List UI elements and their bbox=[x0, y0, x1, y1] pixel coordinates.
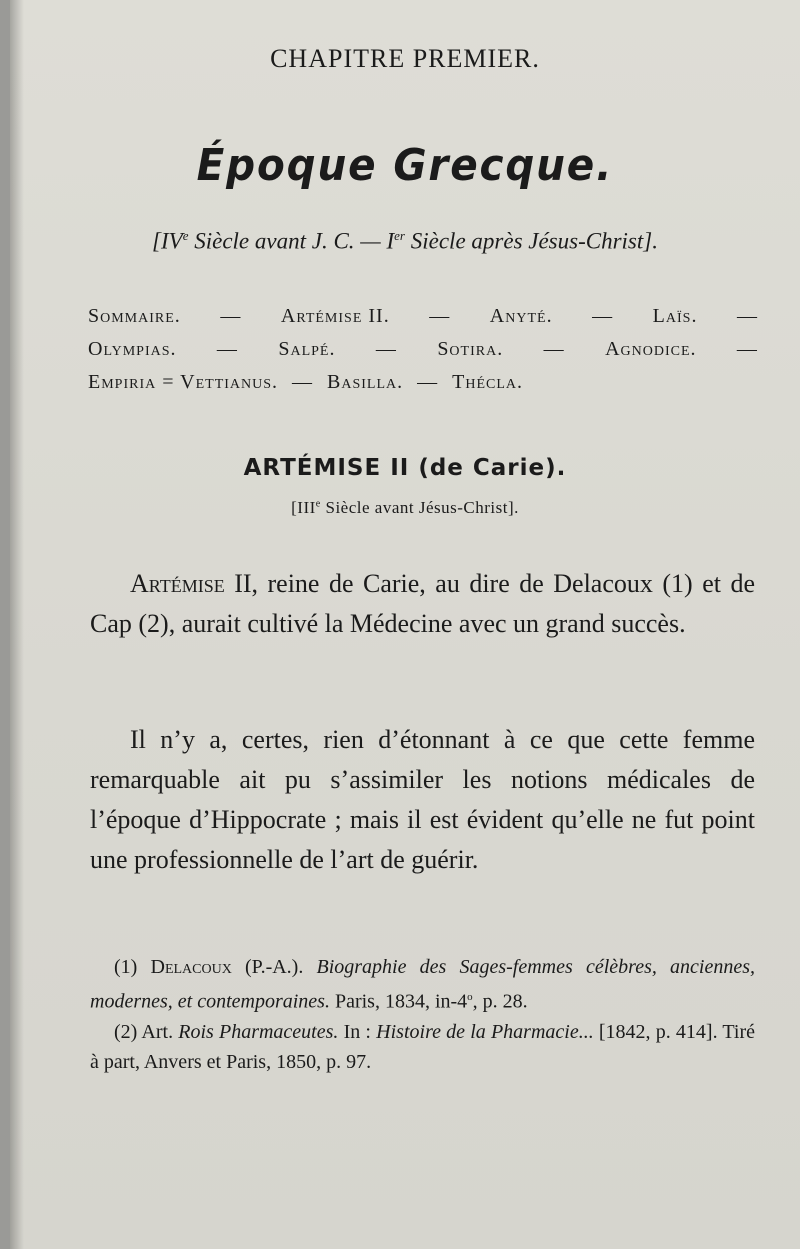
footnote-1-title: Biographie des Sages-femmes célèbres, anciennes, modernes, et contemporaines. bbox=[90, 956, 755, 1013]
summary-dash: — bbox=[737, 305, 758, 327]
summary-dash: — bbox=[216, 338, 238, 360]
footnote-1-number: (1) bbox=[114, 956, 151, 978]
footnotes bbox=[90, 952, 755, 1077]
paragraph-1 bbox=[90, 564, 755, 644]
footnote-2-author: Art. bbox=[141, 1020, 179, 1043]
summary-dash: — bbox=[417, 371, 439, 393]
summary-item: Laïs. bbox=[652, 305, 698, 327]
period-sup1: e bbox=[182, 228, 189, 243]
paragraph-2 bbox=[90, 720, 755, 880]
paragraph-1-name: Artémise bbox=[130, 569, 225, 598]
summary-dash: — bbox=[736, 338, 758, 360]
summary-line-1 bbox=[88, 300, 758, 333]
summary-item: Salpé. bbox=[278, 338, 336, 360]
section-sub-post: Siècle avant Jésus-Christ]. bbox=[320, 498, 519, 517]
summary-item: Basilla. bbox=[327, 371, 404, 393]
section-subtitle bbox=[10, 498, 800, 518]
summary-item: Empiria = Vettianus. bbox=[88, 371, 279, 393]
summary-dash: — bbox=[429, 305, 451, 327]
epoch-title: Époque Grecque. bbox=[196, 140, 614, 191]
summary-line-2 bbox=[88, 333, 758, 366]
footnote-1-author: Delacoux bbox=[150, 956, 232, 978]
summary-dash: — bbox=[543, 338, 565, 360]
period-range: [IVe Siècle avant J. C. — Ier Siècle après Jésus-Christ]. bbox=[152, 228, 658, 254]
summary-line-3 bbox=[88, 366, 758, 399]
summary-dash: — bbox=[375, 338, 397, 360]
footnote-2-in: In : bbox=[338, 1020, 377, 1043]
footnote-1 bbox=[90, 952, 755, 1017]
footnote-2-rest: [1842, p. 414]. Tiré à part, Anvers et Paris, 1850, p. 97. bbox=[90, 1020, 755, 1073]
summary-dash: — bbox=[592, 305, 614, 327]
footnote-1-sup: o bbox=[467, 991, 473, 1003]
period-text2: Siècle après Jésus-Christ bbox=[405, 228, 644, 254]
summary-dash: — bbox=[220, 305, 242, 327]
paragraph-2-text: Il n’y a, certes, rien d’étonnant à ce que cette femme remarquable ait pu s’assimiler les notions médicales de l’époque d’Hippocrate ; mais il est évident qu’elle ne fut point une professionnelle de l’art de guérir. bbox=[90, 725, 755, 874]
footnote-1-initials: (P.-A.). bbox=[231, 956, 317, 978]
footnote-1-place: Paris, 1834, in-4 bbox=[329, 990, 468, 1013]
footnote-2-work: Histoire de la Pharmacie... bbox=[376, 1020, 594, 1043]
section-sub-sup: e bbox=[315, 498, 321, 510]
section-sub-pre: [III bbox=[291, 498, 316, 517]
summary-item: Sommaire. bbox=[88, 305, 181, 327]
summary-item: Artémise II. bbox=[280, 305, 390, 327]
period-roman: IV bbox=[160, 228, 183, 254]
footnote-1-pages: , p. 28. bbox=[472, 990, 528, 1013]
footnote-2-title: Rois Pharmaceutes. bbox=[178, 1020, 339, 1043]
summary-item: Anyté. bbox=[489, 305, 553, 327]
chapter-heading: CHAPITRE PREMIER. bbox=[270, 44, 540, 73]
summary-item: Agnodice. bbox=[605, 338, 697, 360]
summary-item: Sotira. bbox=[437, 338, 504, 360]
summary-dash: — bbox=[292, 371, 314, 393]
paragraph-1-text: II, reine de Carie, au dire de Delacoux (1) et de Cap (2), aurait cultivé la Médecine avec un grand succès. bbox=[90, 569, 755, 638]
chapter-summary bbox=[88, 300, 758, 399]
book-page bbox=[10, 0, 800, 1249]
page-edge-shadow bbox=[10, 0, 24, 1249]
period-sup2: er bbox=[394, 228, 405, 243]
footnote-2-number: (2) bbox=[114, 1020, 142, 1043]
period-text1: Siècle avant J. C. — I bbox=[188, 228, 395, 254]
summary-item: Thécla. bbox=[452, 371, 524, 393]
footnote-2 bbox=[90, 1017, 755, 1077]
summary-item: Olympias. bbox=[88, 338, 177, 360]
section-title: ARTÉMISE II (de Carie). bbox=[243, 455, 567, 481]
